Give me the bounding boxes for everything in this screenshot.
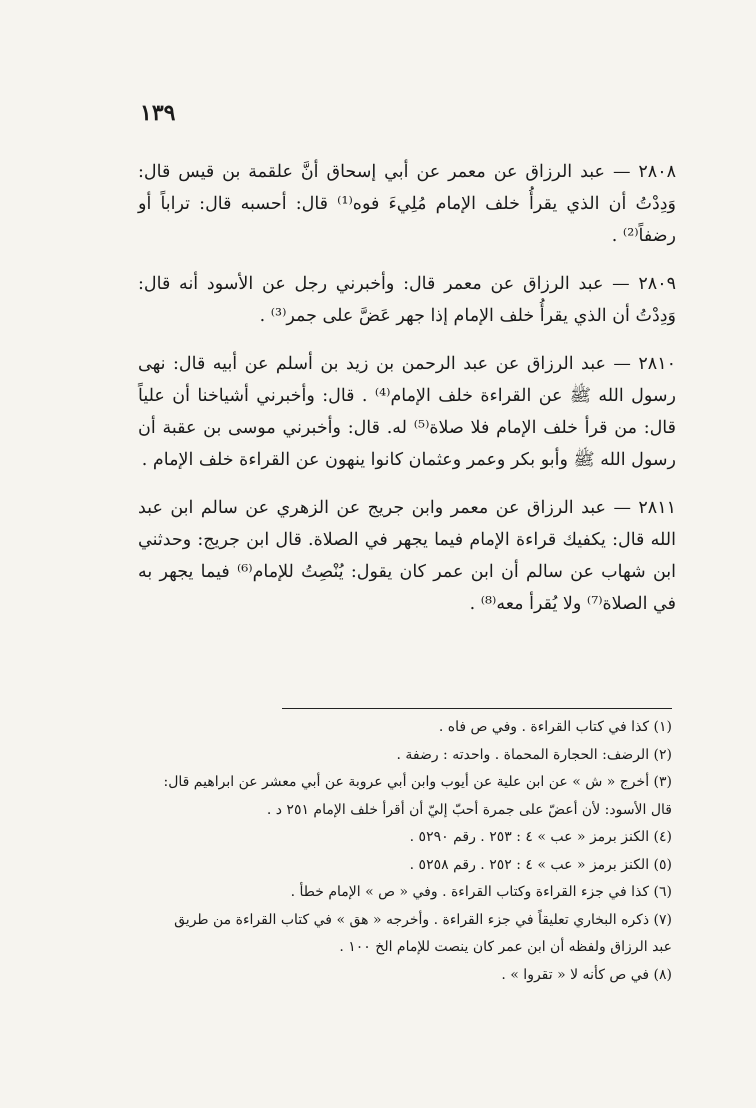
- footnote-2: (٢) الرضف: الحجارة المحماة . واحدته : رضفة .: [396, 746, 672, 763]
- hadith-entry-2811: ٢٨١١ — عبد الرزاق عن معمر وابن جريج عن الزهري عن سالم ابن عبد الله قال: يكفيك قراءة الإمام فيما يجهر في الصلاة. قال ابن جريج: وحدثني ابن شهاب عن سالم أن ابن عمر كان يقول: يُنْصِتُ للإمام⁽⁶⁾ فيما يجهر به في الصلاة⁽⁷⁾ ولا يُقرأ معه⁽⁸⁾ .: [138, 498, 676, 614]
- hadith-entry-2810: ٢٨١٠ — عبد الرزاق عن عبد الرحمن بن زيد بن أسلم عن أبيه قال: نهى رسول الله ﷺ عن القراءة خلف الإمام⁽⁴⁾ . قال: وأخبرني أشياخنا أن علياً قال: من قرأ خلف الإمام فلا صلاة⁽⁵⁾ له. قال: وأخبرني موسى بن عقبة أن رسول الله ﷺ وأبو بكر وعمر وعثمان كانوا ينهون عن القراءة خلف الإمام .: [138, 354, 677, 470]
- footnote-3: (٣) أخرج « ش » عن ابن علية عن أيوب وابن أبي عروبة عن أبي معشر عن ابراهيم قال: قال الأسود: لأن أعضّ على جمرة أحبّ إليّ أن أقرأ خلف الإمام ٢٥١ د .: [163, 774, 672, 818]
- main-text: [138, 156, 676, 636]
- footnote-6: (٦) كذا في جزء القراءة وكتاب القراءة . وفي « ص » الإمام خطأ .: [290, 884, 672, 900]
- footnote-8: (٨) في ص كأنه لا « تقروا » .: [501, 966, 672, 983]
- hadith-entry-2809: ٢٨٠٩ — عبد الرزاق عن معمر قال: وأخبرني رجل عن الأسود أنه قال: وَدِدْتُ أن الذي يقرأُ خلف الإمام إذا جهر عَضَّ على جمر⁽³⁾ .: [138, 274, 676, 326]
- footnote-1: (١) كذا في كتاب القراءة . وفي ص فاه .: [438, 719, 672, 735]
- footnote-4: (٤) الكنز برمز « عب » ٤ : ٢٥٣ . رقم ٥٢٩٠ .: [409, 829, 672, 845]
- footnotes: [150, 714, 672, 989]
- footnote-7: (٧) ذكره البخاري تعليقاً في جزء القراءة . وأخرجه « هق » في كتاب القراءة من طريق عبد الرزاق ولفظه أن ابن عمر كان ينصت للإمام الخ ١٠٠ .: [174, 911, 672, 955]
- footnote-divider: [282, 708, 672, 709]
- hadith-entry-2808: ٢٨٠٨ — عبد الرزاق عن معمر عن أبي إسحاق أنَّ علقمة بن قيس قال: وَدِدْتُ أن الذي يقرأُ خلف الإمام مُلِيءَ فوه⁽¹⁾ قال: أحسبه قال: تراباً أو رضفاً⁽²⁾ .: [138, 162, 676, 246]
- page-number: ١٣٩: [140, 100, 176, 126]
- footnote-5: (٥) الكنز برمز « عب » ٤ : ٢٥٢ . رقم ٥٢٥٨ .: [409, 856, 672, 873]
